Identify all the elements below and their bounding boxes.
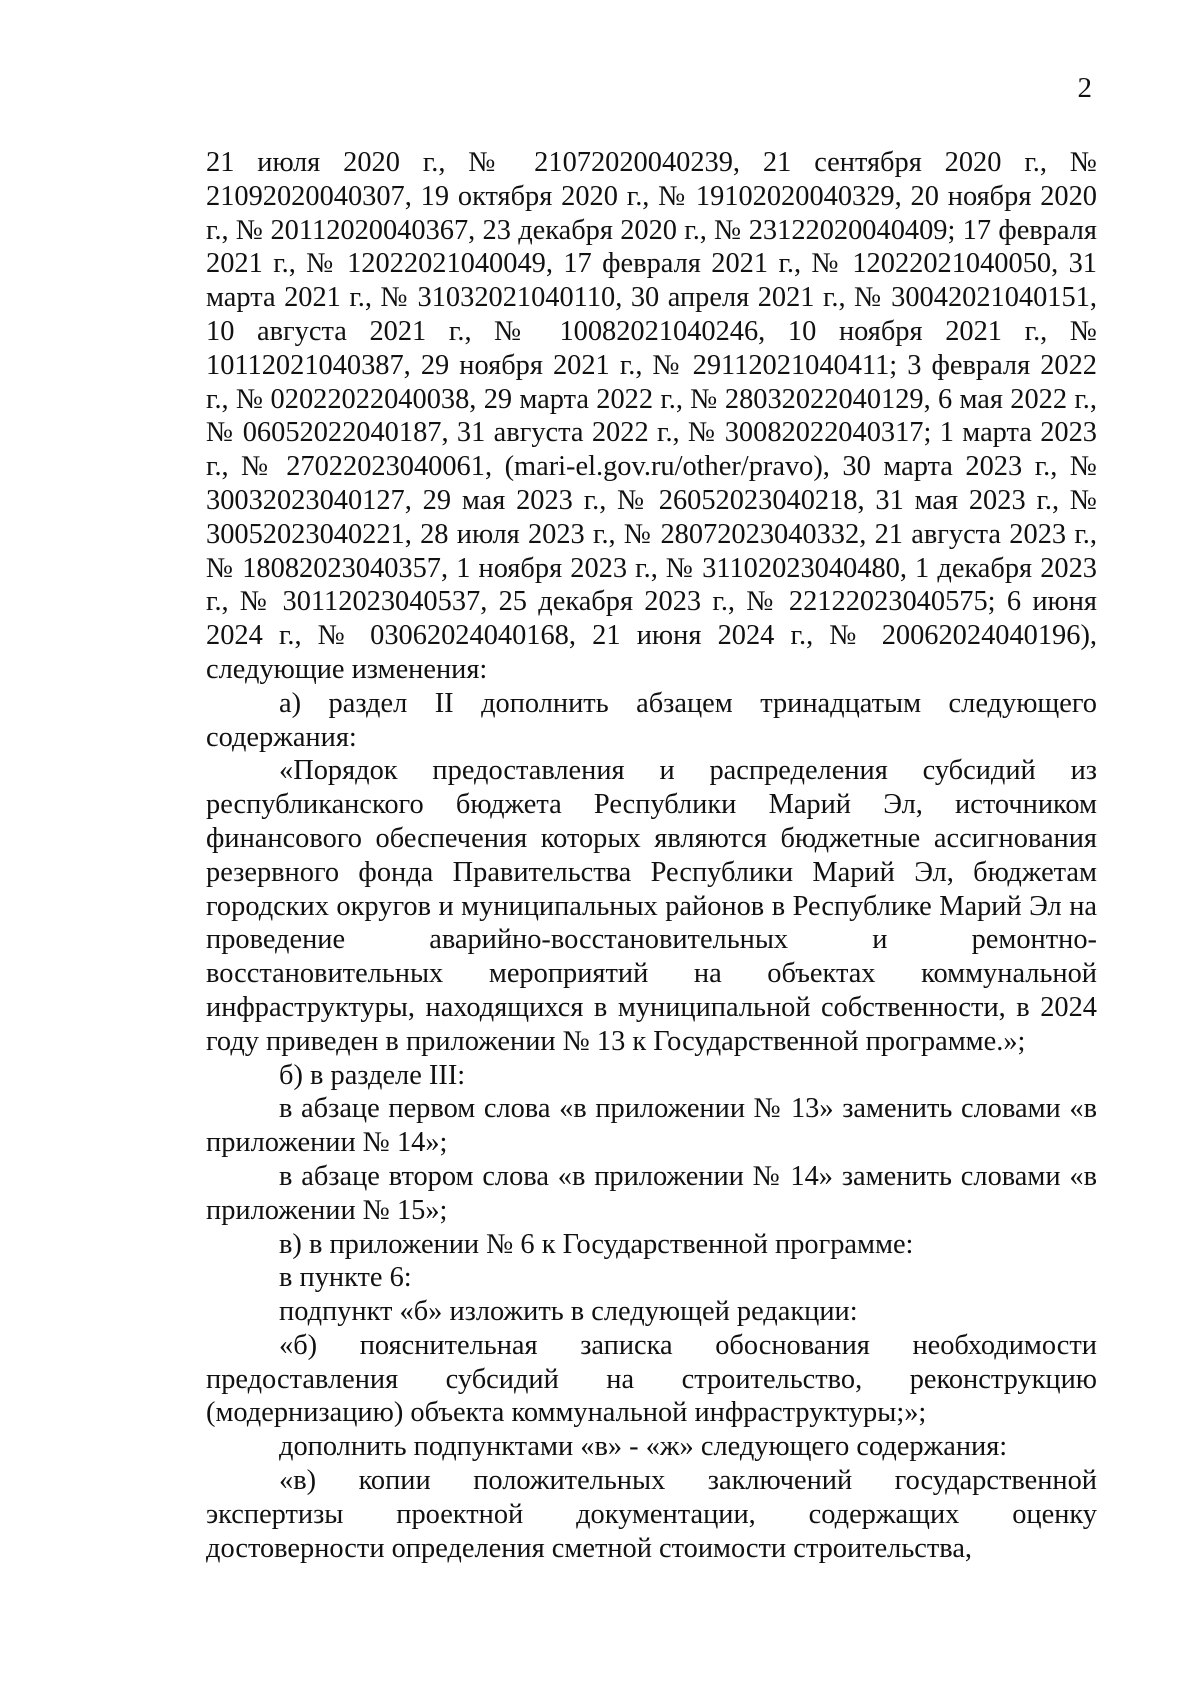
- paragraph-quoted-subpoint-v: «в) копии положительных заключений государственной экспертизы проектной документации, содержащих оценку достоверности определения сметной стоимости строительства,: [206, 1465, 1097, 1564]
- paragraph-first-abzac: в абзаце первом слова «в приложении № 13» заменить словами «в приложении № 14»;: [206, 1093, 1097, 1159]
- paragraph-point-6: в пункте 6:: [279, 1262, 412, 1294]
- paragraph-quoted-procedure: «Порядок предоставления и распределения субсидий из республиканского бюджета Республики Марий Эл, источником финансового обеспечения которых являются бюджетные ассигнования резервного фонда Правительства Республики Марий Эл, бюджетам городских округов и муниципальных районов в Республике Марий Эл на проведение аварийно-восстановительных и ремонтно-восстановительных мероприятий на объектах коммунальной инфраструктуры, находящихся в муниципальной собственности, в 2024 году приведен в приложении № 13 к Государственной программе.»;: [206, 755, 1097, 1057]
- paragraph-amendment-list: 21 июля 2020 г., № 21072020040239, 21 сентября 2020 г., № 21092020040307, 19 октября 2020 г., № 19102020040329, 20 ноября 2020 г., № 20112020040367, 23 декабря 2020 г., № 23122020040409; 17 февраля 2021 г., № 12022021040049, 17 февраля 2021 г., № 12022021040050, 31 марта 2021 г., № 31032021040110, 30 апреля 2021 г., № 30042021040151, 10 августа 2021 г., № 10082021040246, 10 ноября 2021 г., № 10112021040387, 29 ноября 2021 г., № 29112021040411; 3 февраля 2022 г., № 02022022040038, 29 марта 2022 г., № 28032022040129, 6 мая 2022 г., № 06052022040187, 31 августа 2022 г., № 30082022040317; 1 марта 2023 г., № 27022023040061, (mari-el.gov.ru/other/pravo), 30 марта 2023 г., № 30032023040127, 29 мая 2023 г., № 26052023040218, 31 мая 2023 г., № 30052023040221, 28 июля 2023 г., № 28072023040332, 21 августа 2023 г., № 18082023040357, 1 ноября 2023 г., № 31102023040480, 1 декабря 2023 г., № 30112023040537, 25 декабря 2023 г., № 22122023040575; 6 июня 2024 г., № 03062024040168, 21 июня 2024 г., № 20062024040196), следующие изменения:: [206, 147, 1097, 685]
- page-number: 2: [1077, 72, 1092, 104]
- paragraph-second-abzac: в абзаце втором слова «в приложении № 14» заменить словами «в приложении № 15»;: [206, 1160, 1097, 1226]
- paragraph-item-a: а) раздел II дополнить абзацем тринадцатым следующего содержания:: [206, 687, 1097, 753]
- paragraph-quoted-subpoint-b: «б) пояснительная записка обоснования необходимости предоставления субсидий на строительство, реконструкцию (модернизацию) объекта коммунальной инфраструктуры;»;: [206, 1329, 1097, 1429]
- paragraph-item-v: в) в приложении № 6 к Государственной программе:: [279, 1228, 914, 1260]
- paragraph-subpoint-b: подпункт «б» изложить в следующей редакции:: [279, 1296, 858, 1328]
- paragraph-add-subpoints: дополнить подпунктами «в» - «ж» следующего содержания:: [279, 1431, 1008, 1463]
- document-body: [206, 146, 1097, 1565]
- paragraph-item-b: б) в разделе III:: [279, 1059, 466, 1091]
